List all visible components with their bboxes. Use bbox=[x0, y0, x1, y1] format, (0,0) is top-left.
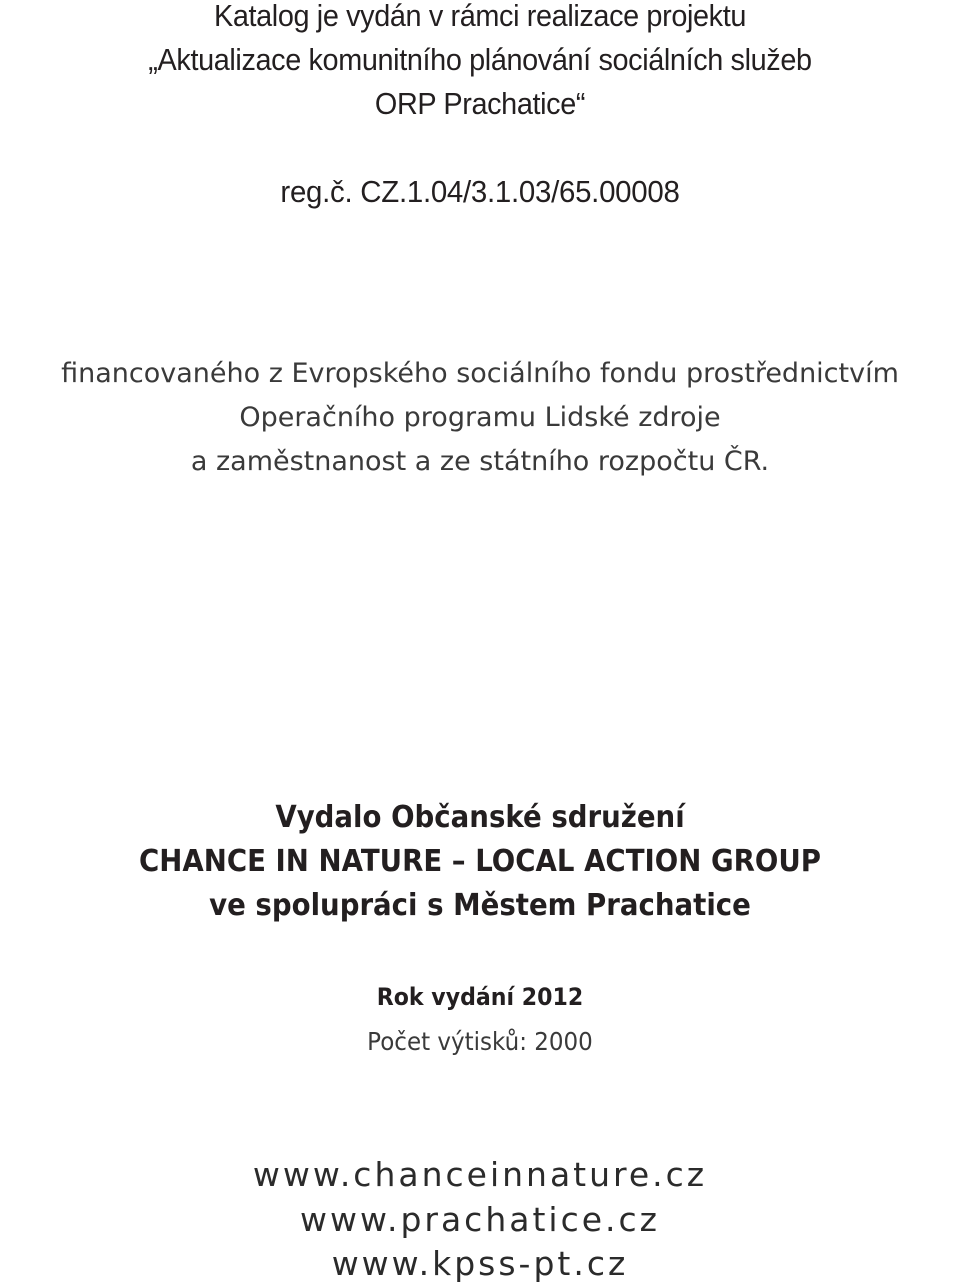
website-link-text[interactable]: www.kpss-pt.cz bbox=[331, 1244, 629, 1283]
registration-number: reg.č. CZ.1.04/3.1.03/65.00008 bbox=[280, 174, 680, 209]
financing-line-3: a zaměstnanost a ze státního rozpočtu ČR. bbox=[190, 446, 770, 477]
website-link-kpss[interactable] bbox=[0, 1244, 960, 1283]
publisher-line-3: ve spolupráci s Městem Prachatice bbox=[209, 888, 751, 923]
publisher-line-1: Vydalo Občanské sdružení bbox=[275, 800, 685, 835]
publisher-line-2: CHANCE IN NATURE – LOCAL ACTION GROUP bbox=[139, 844, 821, 879]
website-link-chanceinnature[interactable] bbox=[0, 1155, 960, 1194]
project-line-2: „Aktualizace komunitního plánování sociálních služeb bbox=[148, 42, 812, 77]
project-line-1: Katalog je vydán v rámci realizace projektu bbox=[213, 0, 747, 33]
website-link-prachatice[interactable] bbox=[0, 1200, 960, 1239]
financing-line-1: financovaného z Evropského sociálního fondu prostřednictvím bbox=[61, 358, 899, 389]
project-line-3: ORP Prachatice“ bbox=[374, 86, 586, 121]
financing-line-2: Operačního programu Lidské zdroje bbox=[239, 402, 721, 433]
website-link-text[interactable]: www.chanceinnature.cz bbox=[252, 1155, 708, 1194]
print-run: Počet výtisků: 2000 bbox=[367, 1027, 593, 1056]
publication-year: Rok vydání 2012 bbox=[376, 983, 584, 1011]
website-link-text[interactable]: www.prachatice.cz bbox=[300, 1200, 660, 1239]
